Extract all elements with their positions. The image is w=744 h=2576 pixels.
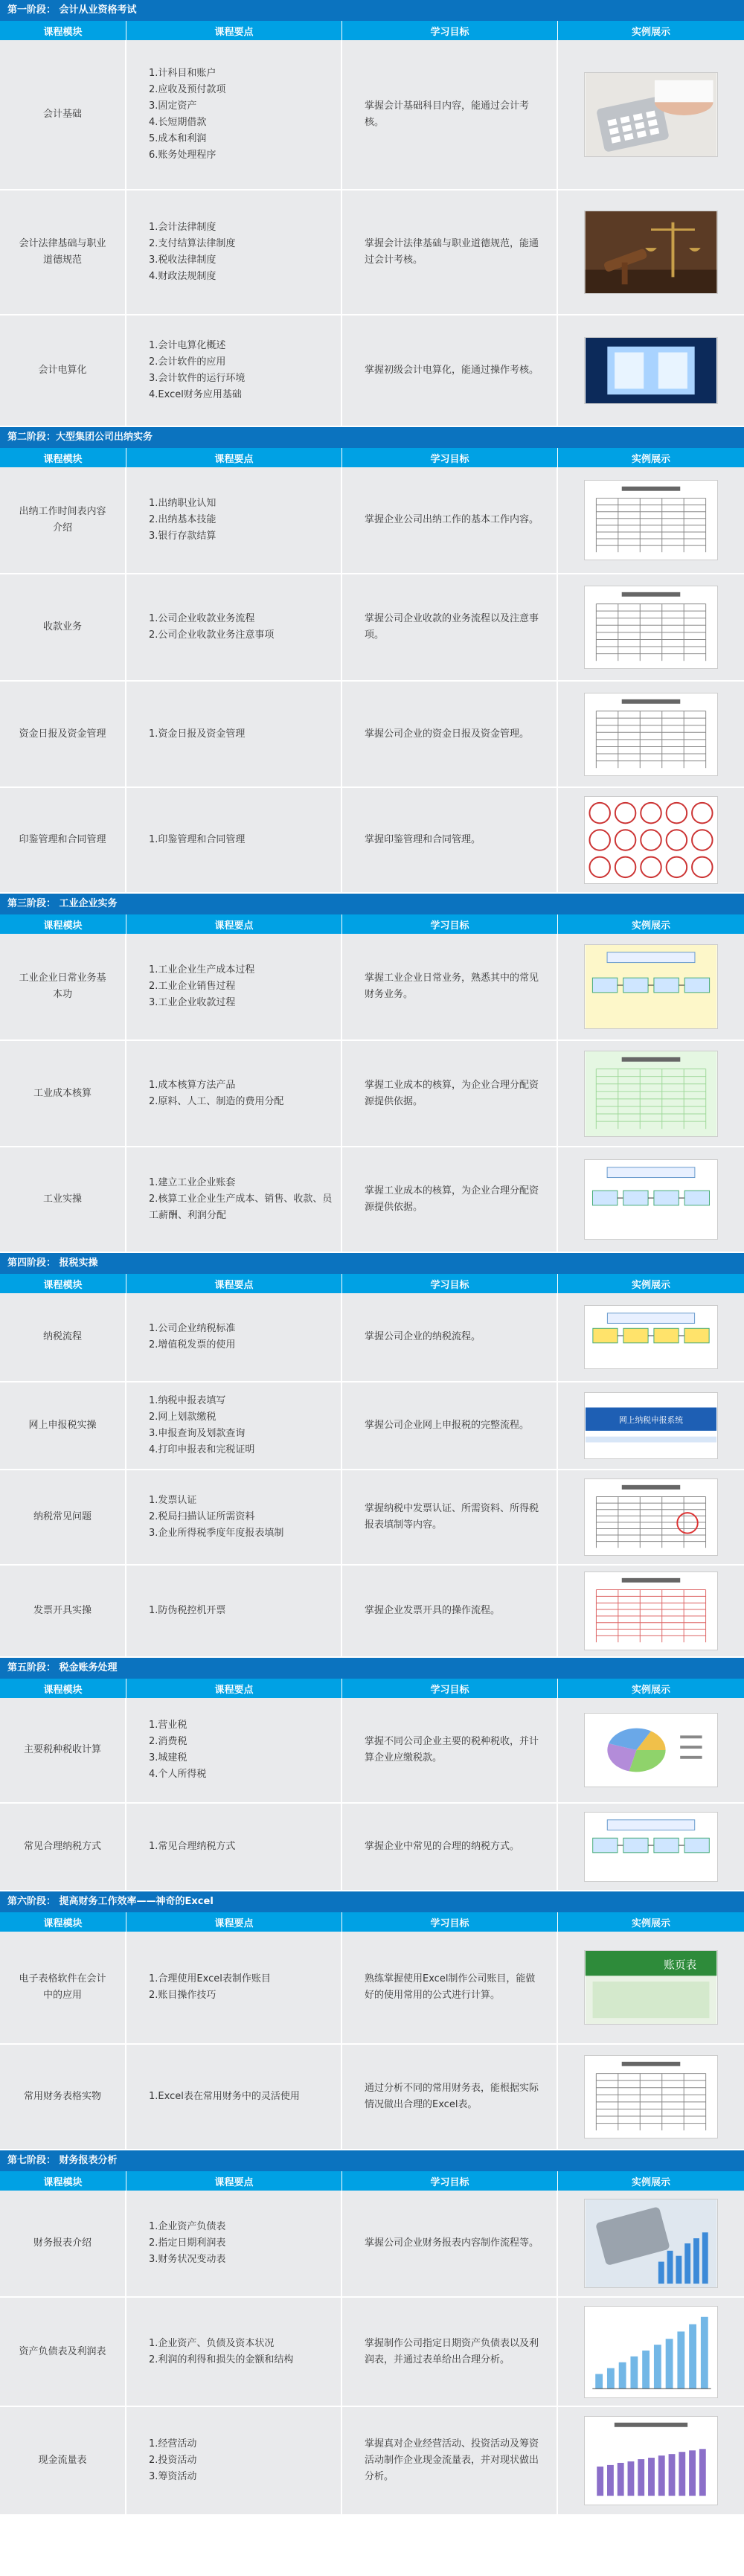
course-module: 会计法律基础与职业道德规范 xyxy=(0,190,126,314)
learning-goal: 掌握真对企业经营活动、投资活动及筹资活动制作企业现金流量表，并对现状做出分析。 xyxy=(342,2407,558,2514)
table-row xyxy=(0,788,744,894)
excel-table-image xyxy=(584,2055,718,2138)
course-points xyxy=(126,1932,342,2043)
table-header xyxy=(0,1912,744,1932)
learning-goal: 掌握会计法律基础与职业道德规范，能通过会计考核。 xyxy=(342,190,558,314)
course-points xyxy=(126,467,342,573)
point-item: 2.投资活动 xyxy=(149,2455,197,2466)
point-item: 1.企业资产负债表 xyxy=(149,2221,226,2232)
table-row xyxy=(0,40,744,190)
learning-goal: 熟练掌握使用Excel制作公司账目，能做好的使用常用的公式进行计算。 xyxy=(342,1932,558,2043)
point-item: 2.工业企业销售过程 xyxy=(149,981,236,992)
calculator-photo-image xyxy=(584,72,718,157)
course-points xyxy=(126,2191,342,2296)
table-header xyxy=(0,1274,744,1293)
example-cell xyxy=(558,1470,744,1564)
table-row xyxy=(0,1804,744,1891)
course-points xyxy=(126,1470,342,1564)
table-header xyxy=(0,2171,744,2191)
learning-goal: 掌握企业中常见的合理的纳税方式。 xyxy=(342,1804,558,1890)
point-item: 2.出纳基本技能 xyxy=(149,514,217,525)
header-points: 课程要点 xyxy=(126,21,342,40)
course-module: 工业成本核算 xyxy=(0,1041,126,1146)
example-cell xyxy=(558,788,744,892)
point-item: 1.会计电算化概述 xyxy=(149,340,226,351)
timesheet-document-image xyxy=(584,480,718,560)
example-cell xyxy=(558,40,744,189)
course-points xyxy=(126,934,342,1039)
header-example: 实例展示 xyxy=(631,1279,670,1291)
process-flow-chart-image xyxy=(584,1159,718,1240)
course-module: 电子表格软件在会计中的应用 xyxy=(0,1932,126,2043)
point-item: 4.打印申报表和完税证明 xyxy=(149,1444,255,1455)
table-row xyxy=(0,934,744,1041)
course-module: 出纳工作时间表内容介绍 xyxy=(0,467,126,573)
point-item: 2.公司企业收款业务注意事项 xyxy=(149,629,275,641)
header-example: 实例展示 xyxy=(631,453,670,465)
header-module: 课程模块 xyxy=(0,2171,126,2191)
stage-title: 第四阶段： 报税实操 xyxy=(0,1253,744,1274)
header-goal: 学习目标 xyxy=(342,1912,558,1932)
header-goal: 学习目标 xyxy=(342,1679,558,1698)
fund-report-table-image xyxy=(584,693,718,776)
example-cell xyxy=(558,1147,744,1252)
course-module: 常用财务表格实物 xyxy=(0,2045,126,2149)
point-item: 3.财务状况变动表 xyxy=(149,2254,226,2265)
header-points: 课程要点 xyxy=(126,914,342,934)
course-module: 纳税常见问题 xyxy=(0,1470,126,1564)
header-points: 课程要点 xyxy=(126,1912,342,1932)
point-item: 2.会计软件的应用 xyxy=(149,356,226,368)
course-points xyxy=(126,1698,342,1802)
table-row xyxy=(0,1041,744,1147)
point-item: 3.固定资产 xyxy=(149,100,197,112)
example-cell xyxy=(558,1041,744,1146)
header-goal: 学习目标 xyxy=(342,1274,558,1293)
table-row xyxy=(0,1566,744,1658)
stage-title: 第一阶段： 会计从业资格考试 xyxy=(0,0,744,21)
table-row xyxy=(0,315,744,427)
online-tax-screen-image xyxy=(584,1392,718,1459)
learning-goal: 掌握企业发票开具的操作流程。 xyxy=(342,1566,558,1656)
business-flow-chart-image xyxy=(584,944,718,1029)
course-points xyxy=(126,2298,342,2406)
table-row xyxy=(0,574,744,682)
report-calculator-photo-image xyxy=(584,2199,718,2288)
course-module: 工业实操 xyxy=(0,1147,126,1252)
table-header xyxy=(0,448,744,467)
svg-text:账页表: 账页表 xyxy=(664,1958,697,1972)
learning-goal: 掌握纳税中发票认证、所需资料、所得税报表填制等内容。 xyxy=(342,1470,558,1564)
learning-goal: 通过分析不同的常用财务表，能根据实际情况做出合理的Excel表。 xyxy=(342,2045,558,2149)
example-cell xyxy=(558,682,744,786)
point-item: 2.账目操作技巧 xyxy=(149,1990,217,2001)
learning-goal: 掌握工业企业日常业务，熟悉其中的常见财务业务。 xyxy=(342,934,558,1039)
cost-table-image xyxy=(584,1051,718,1137)
table-row xyxy=(0,1698,744,1804)
point-item: 1.资金日报及资金管理 xyxy=(149,728,246,740)
point-item: 1.经营活动 xyxy=(149,2438,197,2450)
stage-title: 第二阶段：大型集团公司出纳实务 xyxy=(0,427,744,448)
example-cell xyxy=(558,2191,744,2296)
learning-goal: 掌握公司企业收款的业务流程以及注意事项。 xyxy=(342,574,558,680)
header-goal: 学习目标 xyxy=(342,448,558,467)
bar-chart-image xyxy=(584,2306,718,2398)
learning-goal: 掌握制作公司指定日期资产负债表以及利润表，并通过表单给出合理分析。 xyxy=(342,2298,558,2406)
header-module: 课程模块 xyxy=(0,448,126,467)
point-item: 1.计科目和账户 xyxy=(149,68,217,79)
table-header xyxy=(0,1679,744,1698)
point-item: 1.印鉴管理和合同管理 xyxy=(149,834,246,845)
example-cell xyxy=(558,574,744,680)
point-item: 2.消费税 xyxy=(149,1736,187,1747)
gavel-scale-photo-image xyxy=(584,211,718,294)
tax-method-diagram-image xyxy=(584,1812,718,1882)
course-points xyxy=(126,682,342,786)
screen-photo-image xyxy=(584,337,718,404)
header-example: 实例展示 xyxy=(631,2176,670,2188)
course-module: 工业企业日常业务基本功 xyxy=(0,934,126,1039)
learning-goal: 掌握不同公司企业主要的税种税收，并计算企业应缴税款。 xyxy=(342,1698,558,1802)
point-item: 1.建立工业企业账套 xyxy=(149,1177,236,1188)
seal-stamps-image xyxy=(584,796,718,884)
svg-text:网上纳税申报系统: 网上纳税申报系统 xyxy=(618,1415,684,1426)
point-item: 3.银行存款结算 xyxy=(149,531,217,542)
table-row xyxy=(0,682,744,788)
course-points xyxy=(126,1804,342,1890)
point-item: 4.长短期借款 xyxy=(149,117,207,128)
point-item: 2.利润的利得和损失的金额和结构 xyxy=(149,2354,294,2365)
point-item: 4.财政法规制度 xyxy=(149,271,217,282)
course-points xyxy=(126,2045,342,2149)
point-item: 3.企业所得税季度年度报表填制 xyxy=(149,1528,284,1539)
cash-flow-chart-image xyxy=(584,2416,718,2505)
header-module: 课程模块 xyxy=(0,1274,126,1293)
learning-goal: 掌握企业公司出纳工作的基本工作内容。 xyxy=(342,467,558,573)
table-row xyxy=(0,2191,744,2298)
stage-title: 第三阶段： 工业企业实务 xyxy=(0,894,744,914)
example-cell xyxy=(558,2045,744,2149)
course-module: 印鉴管理和合同管理 xyxy=(0,788,126,892)
header-example: 实例展示 xyxy=(631,1917,670,1929)
course-module: 常见合理纳税方式 xyxy=(0,1804,126,1890)
point-item: 1.公司企业收款业务流程 xyxy=(149,613,255,624)
point-item: 4.个人所得税 xyxy=(149,1769,207,1780)
table-row xyxy=(0,1147,744,1253)
point-item: 2.指定日期利润表 xyxy=(149,2237,226,2249)
example-cell xyxy=(558,1382,744,1469)
course-points xyxy=(126,315,342,426)
header-module: 课程模块 xyxy=(0,1912,126,1932)
header-example: 实例展示 xyxy=(631,26,670,38)
point-item: 1.常见合理纳税方式 xyxy=(149,1841,236,1852)
table-header xyxy=(0,21,744,40)
point-item: 2.原料、人工、制造的费用分配 xyxy=(149,1095,284,1107)
course-module: 收款业务 xyxy=(0,574,126,680)
stage-title: 第七阶段： 财务报表分析 xyxy=(0,2150,744,2171)
learning-goal: 掌握工业成本的核算，为企业合理分配资源提供依据。 xyxy=(342,1041,558,1146)
table-row xyxy=(0,190,744,315)
point-item: 3.会计软件的运行环境 xyxy=(149,373,246,384)
header-points: 课程要点 xyxy=(126,1274,342,1293)
invoice-form-image xyxy=(584,1571,718,1650)
learning-goal: 掌握公司企业的资金日报及资金管理。 xyxy=(342,682,558,786)
header-module: 课程模块 xyxy=(0,914,126,934)
course-module: 网上申报税实操 xyxy=(0,1382,126,1469)
course-module: 纳税流程 xyxy=(0,1293,126,1381)
course-points xyxy=(126,574,342,680)
point-item: 2.网上划款缴税 xyxy=(149,1412,217,1423)
example-cell xyxy=(558,190,744,314)
learning-goal: 掌握会计基础科目内容，能通过会计考核。 xyxy=(342,40,558,189)
table-row xyxy=(0,467,744,574)
example-cell xyxy=(558,1804,744,1890)
table-row xyxy=(0,2407,744,2516)
example-cell xyxy=(558,2407,744,2514)
table-row xyxy=(0,2298,744,2407)
table-row xyxy=(0,1293,744,1382)
stage-title: 第六阶段： 提高财务工作效率——神奇的Excel xyxy=(0,1891,744,1912)
example-cell xyxy=(558,2298,744,2406)
course-module: 发票开具实操 xyxy=(0,1566,126,1656)
course-points xyxy=(126,40,342,189)
tax-flow-chart-image xyxy=(584,1305,718,1369)
table-row xyxy=(0,1382,744,1470)
header-points: 课程要点 xyxy=(126,2171,342,2191)
point-item: 5.成本和利润 xyxy=(149,133,207,144)
stage-title: 第五阶段： 税金账务处理 xyxy=(0,1658,744,1679)
course-module: 会计电算化 xyxy=(0,315,126,426)
point-item: 1.工业企业生产成本过程 xyxy=(149,964,255,975)
point-item: 3.税收法律制度 xyxy=(149,254,217,266)
point-item: 2.支付结算法律制度 xyxy=(149,238,236,249)
course-points xyxy=(126,190,342,314)
learning-goal: 掌握工业成本的核算，为企业合理分配资源提供依据。 xyxy=(342,1147,558,1252)
example-cell xyxy=(558,467,744,573)
header-goal: 学习目标 xyxy=(342,914,558,934)
header-points: 课程要点 xyxy=(126,448,342,467)
excel-cover-image xyxy=(584,1950,718,2025)
table-row xyxy=(0,2045,744,2150)
point-item: 1.合理使用Excel表制作账目 xyxy=(149,1973,271,1984)
learning-goal: 掌握公司企业财务报表内容制作流程等。 xyxy=(342,2191,558,2296)
header-example: 实例展示 xyxy=(631,920,670,932)
point-item: 1.纳税申报表填写 xyxy=(149,1395,226,1406)
point-item: 4.Excel财务应用基础 xyxy=(149,389,242,400)
invoice-document-image xyxy=(584,1478,718,1556)
header-module: 课程模块 xyxy=(0,21,126,40)
table-header xyxy=(0,914,744,934)
course-points xyxy=(126,1147,342,1252)
table-row xyxy=(0,1932,744,2045)
course-points xyxy=(126,2407,342,2514)
point-item: 6.账务处理程序 xyxy=(149,150,217,161)
header-goal: 学习目标 xyxy=(342,2171,558,2191)
receipt-document-image xyxy=(584,586,718,669)
point-item: 1.会计法律制度 xyxy=(149,222,217,233)
header-points: 课程要点 xyxy=(126,1679,342,1698)
point-item: 1.成本核算方法产品 xyxy=(149,1079,236,1091)
point-item: 2.应收及预付款项 xyxy=(149,84,226,95)
header-goal: 学习目标 xyxy=(342,21,558,40)
point-item: 3.城建税 xyxy=(149,1752,187,1763)
course-module: 资产负债表及利润表 xyxy=(0,2298,126,2406)
point-item: 1.公司企业纳税标准 xyxy=(149,1323,236,1334)
point-item: 2.增值税发票的使用 xyxy=(149,1339,236,1351)
example-cell xyxy=(558,934,744,1039)
point-item: 3.工业企业收款过程 xyxy=(149,997,236,1008)
learning-goal: 掌握公司企业网上申报税的完整流程。 xyxy=(342,1382,558,1469)
course-points xyxy=(126,1566,342,1656)
learning-goal: 掌握初级会计电算化，能通过操作考核。 xyxy=(342,315,558,426)
point-item: 1.营业税 xyxy=(149,1720,187,1731)
point-item: 2.核算工业企业生产成本、销售、收款、员工薪酬、利润分配 xyxy=(149,1194,333,1221)
header-module: 课程模块 xyxy=(0,1679,126,1698)
course-points xyxy=(126,1293,342,1381)
point-item: 1.企业资产、负债及资本状况 xyxy=(149,2337,275,2349)
point-item: 3.申报查询及划款查询 xyxy=(149,1428,246,1439)
point-item: 2.税局扫描认证所需资料 xyxy=(149,1511,255,1522)
example-cell xyxy=(558,315,744,426)
point-item: 1.Excel表在常用财务中的灵活使用 xyxy=(149,2091,300,2102)
course-module: 财务报表介绍 xyxy=(0,2191,126,2296)
learning-goal: 掌握公司企业的纳税流程。 xyxy=(342,1293,558,1381)
header-example: 实例展示 xyxy=(631,1684,670,1696)
point-item: 1.出纳职业认知 xyxy=(149,498,217,509)
course-module: 资金日报及资金管理 xyxy=(0,682,126,786)
point-item: 1.发票认证 xyxy=(149,1495,197,1506)
course-module: 会计基础 xyxy=(0,40,126,189)
point-item: 1.防伪税控机开票 xyxy=(149,1605,226,1616)
learning-goal: 掌握印鉴管理和合同管理。 xyxy=(342,788,558,892)
course-module: 主要税种税收计算 xyxy=(0,1698,126,1802)
example-cell xyxy=(558,1566,744,1656)
pie-chart-image xyxy=(584,1713,718,1787)
course-points xyxy=(126,1041,342,1146)
course-points xyxy=(126,1382,342,1469)
example-cell xyxy=(558,1932,744,2043)
course-module: 现金流量表 xyxy=(0,2407,126,2514)
example-cell xyxy=(558,1698,744,1802)
example-cell xyxy=(558,1293,744,1381)
table-row xyxy=(0,1470,744,1566)
course-points xyxy=(126,788,342,892)
point-item: 3.筹资活动 xyxy=(149,2471,197,2482)
